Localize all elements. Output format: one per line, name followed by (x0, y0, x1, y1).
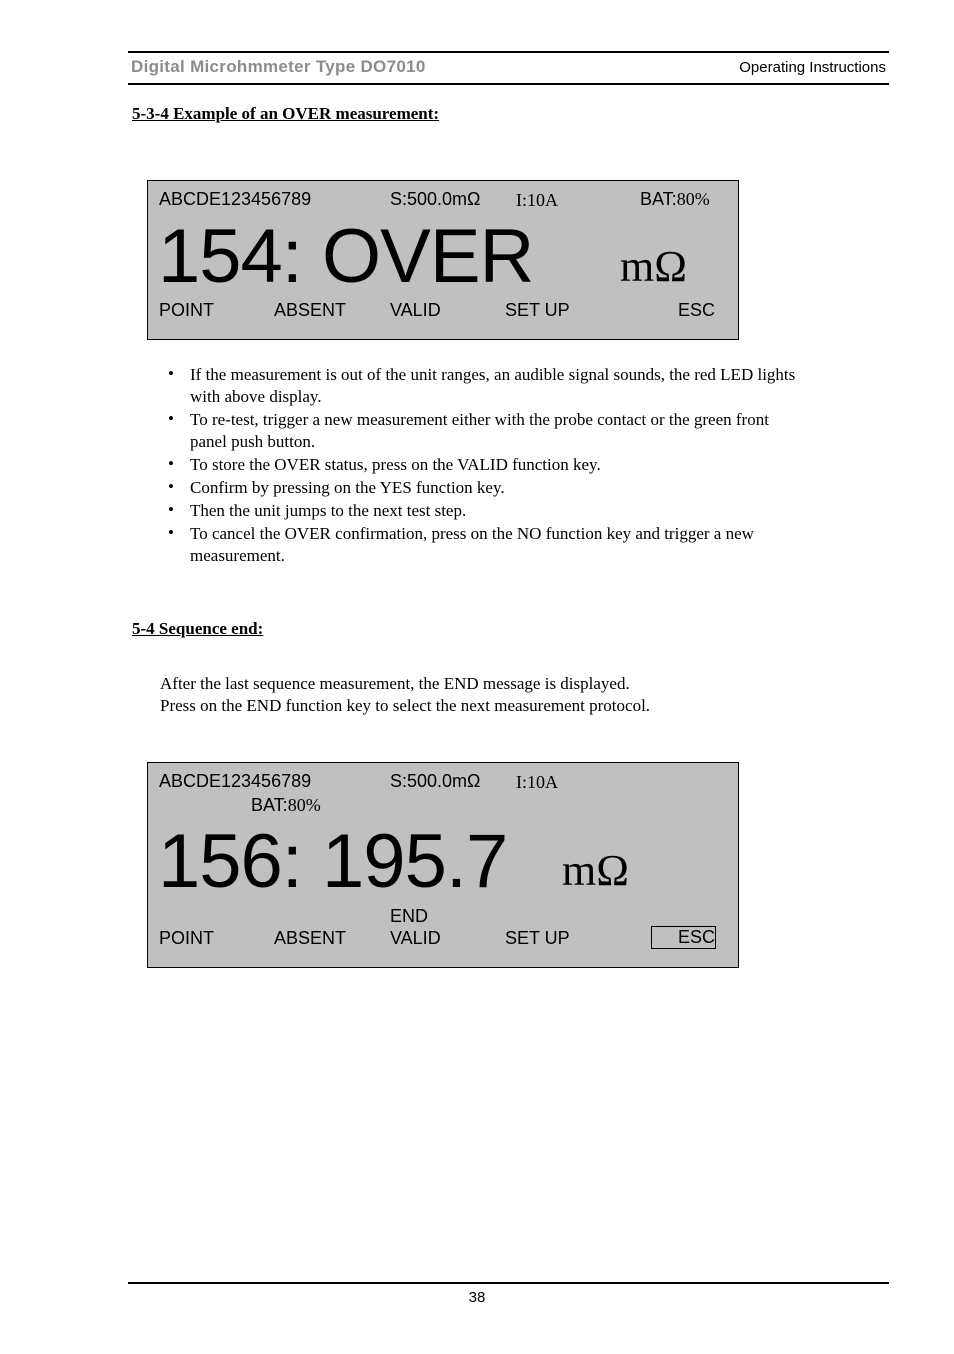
bullet-icon: • (168, 364, 174, 383)
lcd-device-id: ABCDE123456789 (159, 771, 312, 791)
list-item (166, 477, 806, 499)
list-item (166, 454, 806, 476)
lcd-key-setup[interactable]: SET UP (505, 300, 570, 320)
lcd-key-absent[interactable]: ABSENT (274, 928, 347, 948)
lcd-unit: mΩ (562, 846, 629, 895)
lcd-key-point[interactable]: POINT (159, 300, 215, 320)
lcd-battery-value: 80% (676, 189, 710, 209)
header-bottom-rule (128, 83, 889, 85)
lcd-display-end (147, 762, 739, 968)
section-title-sequence-end: 5-4 Sequence end: (132, 619, 264, 638)
footer-rule (128, 1282, 889, 1284)
lcd-setpoint: S:500.0mΩ (390, 189, 481, 209)
lcd-unit: mΩ (620, 242, 687, 291)
section-title-over-example: 5-3-4 Example of an OVER measurement: (132, 104, 440, 123)
lcd-reading: 156: 195.7 (158, 819, 508, 904)
lcd-battery-value: 80% (287, 795, 321, 815)
lcd-reading: 154: OVER (158, 214, 534, 299)
lcd-battery (251, 795, 321, 816)
list-item (166, 364, 806, 408)
lcd-battery (640, 189, 710, 210)
bullet-icon: • (168, 477, 174, 496)
lcd-display-over (147, 180, 739, 340)
bullet-icon: • (168, 500, 174, 519)
document-title: Digital Microhmmeter Type DO7010 (131, 57, 426, 76)
lcd-battery-label: BAT: (640, 189, 677, 209)
lcd-current: I:10A (516, 772, 558, 792)
list-item-text: If the measurement is out of the unit ranges, an audible signal sounds, the red LED lights with above display. (190, 365, 796, 406)
page-number: 38 (468, 1289, 486, 1306)
list-item (166, 409, 806, 453)
sequence-end-line-1: After the last sequence measurement, the END message is displayed. (160, 674, 630, 693)
list-item (166, 523, 806, 567)
lcd-key-valid[interactable]: VALID (390, 928, 441, 948)
lcd-key-absent[interactable]: ABSENT (274, 300, 347, 320)
list-item-text: To cancel the OVER confirmation, press on the NO function key and trigger a new measurement. (190, 524, 754, 565)
bullet-icon: • (168, 454, 174, 473)
lcd-device-id: ABCDE123456789 (159, 189, 312, 209)
header-right-label: Operating Instructions (739, 59, 886, 76)
bullet-icon: • (168, 523, 174, 542)
list-item-text: To re-test, trigger a new measurement either with the probe contact or the green front panel push button. (190, 410, 769, 451)
list-item-text: Confirm by pressing on the YES function key. (190, 478, 505, 497)
lcd-key-point[interactable]: POINT (159, 928, 215, 948)
lcd-battery-label: BAT: (251, 795, 288, 815)
list-item (166, 500, 806, 522)
list-item-text: To store the OVER status, press on the VALID function key. (190, 455, 601, 474)
over-instructions-list (166, 364, 806, 568)
lcd-key-esc-selected[interactable]: ESC (651, 926, 716, 949)
lcd-key-valid[interactable]: VALID (390, 300, 441, 320)
sequence-end-line-2: Press on the END function key to select the next measurement protocol. (160, 696, 651, 715)
header-top-rule (128, 51, 889, 53)
lcd-key-esc[interactable]: ESC (678, 300, 716, 320)
lcd-current: I:10A (516, 190, 558, 210)
list-item-text: Then the unit jumps to the next test step. (190, 501, 467, 520)
bullet-icon: • (168, 409, 174, 428)
lcd-setpoint: S:500.0mΩ (390, 771, 481, 791)
lcd-key-setup[interactable]: SET UP (505, 928, 570, 948)
lcd-end-label: END (390, 906, 429, 926)
